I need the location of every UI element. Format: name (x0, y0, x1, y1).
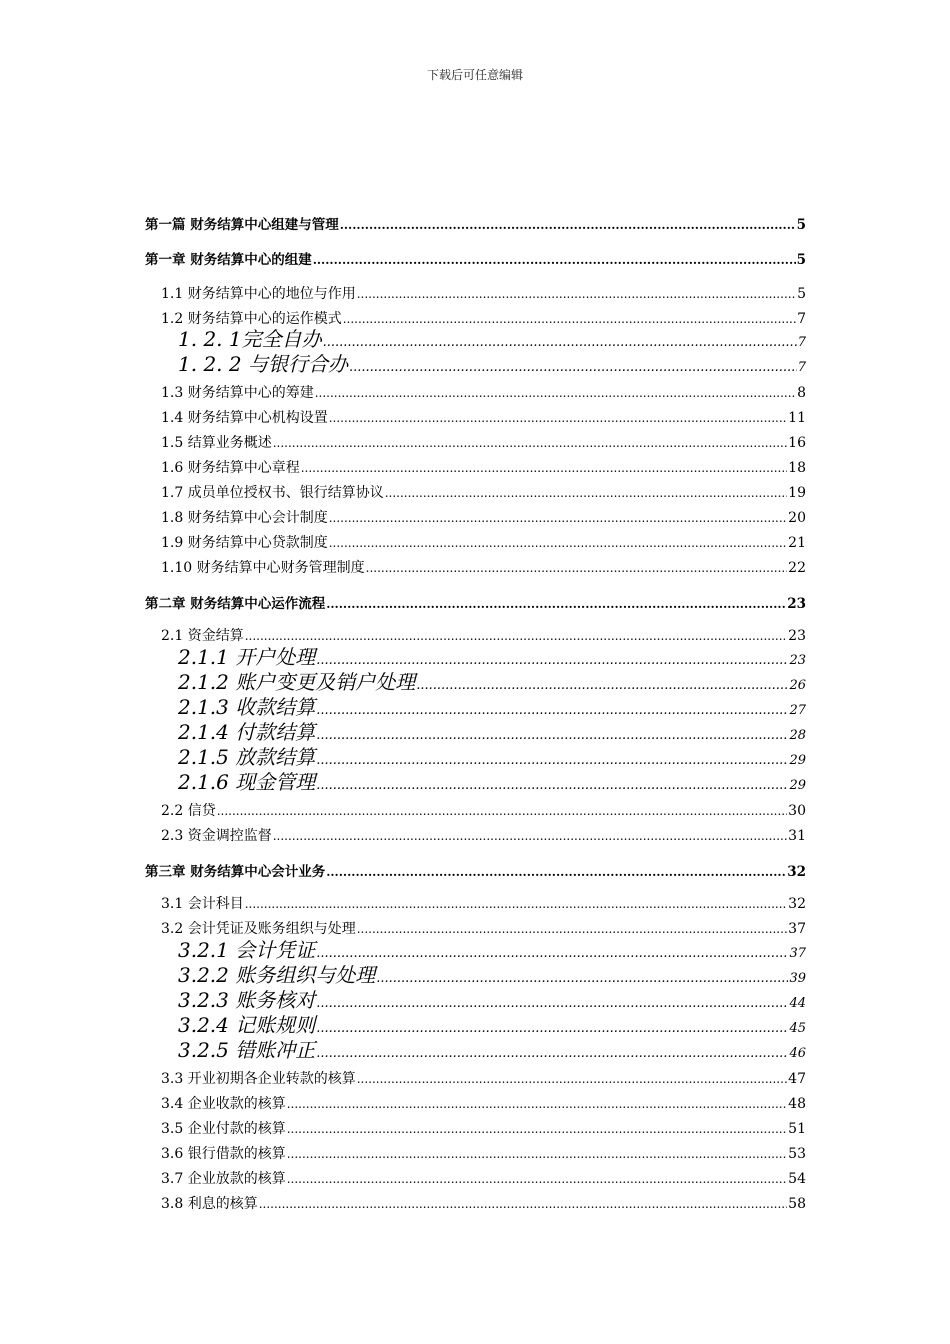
toc-entry[interactable] (178, 1040, 806, 1060)
toc-entry-title: 第一章 财务结算中心的组建 (145, 252, 312, 268)
toc-entry[interactable] (178, 722, 806, 742)
toc-entry-title: 3.1 会计科目 (161, 896, 244, 912)
toc-entry-title: 1.2 财务结算中心的运作模式 (161, 311, 342, 327)
toc-leader-dots (316, 947, 788, 960)
toc-entry-title: 3.2.3 账务核对 (178, 988, 316, 1012)
toc-entry-title: 2.1 资金结算 (161, 628, 244, 644)
toc-entry[interactable] (178, 990, 806, 1010)
toc-page-number: 27 (789, 703, 806, 718)
toc-entry-title: 1.4 财务结算中心机构设置 (161, 410, 328, 426)
toc-page-number: 23 (787, 596, 806, 612)
toc-leader-dots (259, 1197, 787, 1211)
toc-entry-title: 2.1.3 收款结算 (178, 695, 316, 719)
toc-page-number: 44 (789, 996, 806, 1011)
toc-leader-dots (316, 704, 788, 717)
toc-page-number: 37 (789, 946, 806, 961)
toc-entry-title: 3.8 利息的核算 (161, 1196, 258, 1212)
toc-entry-title: 第一篇 财务结算中心组建与管理 (145, 217, 339, 233)
toc-entry[interactable] (145, 860, 806, 880)
toc-leader-dots (329, 511, 787, 525)
toc-entry[interactable] (161, 918, 806, 938)
toc-entry[interactable] (178, 329, 806, 349)
toc-entry[interactable] (178, 747, 806, 767)
toc-leader-dots (313, 253, 796, 267)
toc-page-number: 18 (788, 460, 806, 476)
toc-entry-title: 1.3 财务结算中心的筹建 (161, 385, 314, 401)
toc-page-number: 53 (788, 1146, 806, 1162)
toc-page-number: 5 (797, 286, 806, 302)
toc-page-number: 20 (788, 510, 806, 526)
toc-entry[interactable] (145, 592, 806, 612)
toc-entry-title: 1.6 财务结算中心章程 (161, 460, 300, 476)
toc-leader-dots (315, 386, 796, 400)
toc-entry-title: 第二章 财务结算中心运作流程 (145, 596, 326, 612)
toc-leader-dots (245, 897, 787, 911)
toc-leader-dots (385, 486, 787, 500)
toc-leader-dots (376, 972, 788, 985)
toc-entry-title: 2.2 信贷 (161, 803, 216, 819)
toc-leader-dots (326, 865, 786, 879)
toc-page-number: 46 (789, 1046, 806, 1061)
toc-page-number: 22 (788, 560, 806, 576)
toc-entry-title: 2.1.6 现金管理 (178, 770, 316, 794)
toc-entry-title: 3.2.5 错账冲正 (178, 1038, 316, 1062)
toc-entry[interactable] (161, 482, 806, 502)
toc-entry[interactable] (145, 248, 806, 268)
toc-leader-dots (316, 654, 788, 667)
toc-leader-dots (316, 1047, 788, 1060)
toc-entry-title: 1.7 成员单位授权书、银行结算协议 (161, 485, 384, 501)
toc-entry-title: 1.5 结算业务概述 (161, 435, 272, 451)
toc-page-number: 48 (788, 1096, 806, 1112)
toc-entry[interactable] (178, 940, 806, 960)
toc-entry[interactable] (178, 647, 806, 667)
toc-entry-title: 1. 2. 1完全自办 (178, 327, 322, 351)
toc-leader-dots (316, 754, 788, 767)
toc-page-number: 21 (788, 535, 806, 551)
toc-entry-title: 2.3 资金调控监督 (161, 828, 272, 844)
toc-page-number: 23 (789, 653, 806, 668)
toc-leader-dots (329, 411, 787, 425)
toc-entry-title: 3.4 企业收款的核算 (161, 1096, 286, 1112)
toc-entry[interactable] (161, 557, 806, 577)
toc-leader-dots (287, 1147, 787, 1161)
toc-entry[interactable] (178, 1015, 806, 1035)
toc-page-number: 16 (788, 435, 806, 451)
toc-leader-dots (217, 804, 787, 818)
toc-page-number: 47 (788, 1071, 806, 1087)
toc-entry[interactable] (161, 1143, 806, 1163)
toc-entry-title: 3.3 开业初期各企业转款的核算 (161, 1071, 356, 1087)
toc-entry-title: 3.5 企业付款的核算 (161, 1121, 286, 1137)
toc-leader-dots (357, 1072, 787, 1086)
toc-entry-title: 3.2.2 账务组织与处理 (178, 963, 376, 987)
toc-page-number: 7 (797, 335, 806, 350)
toc-leader-dots (326, 597, 786, 611)
toc-entry[interactable] (161, 532, 806, 552)
toc-leader-dots (273, 829, 787, 843)
toc-entry[interactable] (161, 800, 806, 820)
toc-entry[interactable] (178, 354, 806, 374)
toc-entry[interactable] (178, 772, 806, 792)
toc-entry[interactable] (161, 825, 806, 845)
toc-leader-dots (316, 1022, 788, 1035)
toc-entry-title: 1.8 财务结算中心会计制度 (161, 510, 328, 526)
toc-page-number: 5 (796, 252, 806, 268)
toc-entry[interactable] (161, 283, 806, 303)
toc-page-number: 29 (789, 753, 806, 768)
toc-page-number: 29 (789, 778, 806, 793)
toc-entry-title: 1.10 财务结算中心财务管理制度 (161, 560, 365, 576)
toc-entry-title: 3.2.1 会计凭证 (178, 938, 316, 962)
toc-leader-dots (343, 312, 796, 326)
toc-page-number: 11 (788, 410, 806, 426)
toc-page-number: 51 (788, 1121, 806, 1137)
toc-entry-title: 3.6 银行借款的核算 (161, 1146, 286, 1162)
toc-entry[interactable] (161, 308, 806, 328)
toc-entry[interactable] (178, 965, 806, 985)
toc-page-number: 8 (797, 385, 806, 401)
toc-entry[interactable] (161, 1068, 806, 1088)
toc-leader-dots (329, 536, 787, 550)
toc-leader-dots (416, 679, 788, 692)
toc-leader-dots (316, 729, 788, 742)
page-header: 下载后可任意编辑 (426, 68, 523, 82)
toc-leader-dots (349, 361, 797, 374)
toc-page-number: 19 (788, 485, 806, 501)
toc-entry[interactable] (161, 1193, 806, 1213)
toc-entry-title: 2.1.4 付款结算 (178, 720, 316, 744)
toc-page-number: 7 (797, 311, 806, 327)
toc-leader-dots (287, 1172, 787, 1186)
toc-leader-dots (301, 461, 787, 475)
toc-entry[interactable] (161, 625, 806, 645)
toc-page-number: 32 (787, 864, 806, 880)
toc-entry[interactable] (161, 893, 806, 913)
toc-entry[interactable] (145, 213, 806, 233)
toc-entry[interactable] (161, 382, 806, 402)
toc-page-number: 58 (788, 1196, 806, 1212)
toc-entry-title: 3.7 企业放款的核算 (161, 1171, 286, 1187)
toc-leader-dots (357, 922, 787, 936)
toc-page-number: 26 (789, 678, 806, 693)
toc-leader-dots (316, 997, 788, 1010)
toc-entry-title: 3.2.4 记账规则 (178, 1013, 316, 1037)
toc-entry[interactable] (161, 1168, 806, 1188)
toc-page-number: 45 (789, 1021, 806, 1036)
toc-page-number: 23 (788, 628, 806, 644)
toc-entry[interactable] (161, 407, 806, 427)
toc-entry-title: 2.1.2 账户变更及销户处理 (178, 670, 416, 694)
toc-page-number: 30 (788, 803, 806, 819)
toc-entry[interactable] (161, 457, 806, 477)
toc-leader-dots (366, 561, 788, 575)
toc-leader-dots (340, 218, 796, 232)
toc-entry[interactable] (161, 1118, 806, 1138)
toc-entry-title: 2.1.1 开户处理 (178, 645, 316, 669)
toc-page-number: 39 (789, 971, 806, 986)
toc-page-number: 7 (797, 360, 806, 375)
toc-entry[interactable] (161, 507, 806, 527)
toc-entry-title: 1.1 财务结算中心的地位与作用 (161, 286, 356, 302)
toc-entry-title: 1. 2. 2 与银行合办 (178, 352, 348, 376)
toc-page-number: 54 (788, 1171, 806, 1187)
toc-page-number: 37 (788, 921, 806, 937)
toc-page-number: 5 (796, 217, 806, 233)
toc-entry[interactable] (178, 697, 806, 717)
toc-entry-title: 3.2 会计凭证及账务组织与处理 (161, 921, 356, 937)
toc-entry-title: 2.1.5 放款结算 (178, 745, 316, 769)
toc-leader-dots (323, 336, 797, 349)
toc-entry-title: 1.9 财务结算中心贷款制度 (161, 535, 328, 551)
toc-entry-title: 第三章 财务结算中心会计业务 (145, 864, 326, 880)
toc-entry[interactable] (161, 432, 806, 452)
toc-leader-dots (273, 436, 787, 450)
toc-page-number: 28 (789, 728, 806, 743)
toc-leader-dots (357, 287, 796, 301)
toc-entry[interactable] (161, 1093, 806, 1113)
toc-leader-dots (245, 629, 787, 643)
toc-page-number: 31 (788, 828, 806, 844)
toc-leader-dots (316, 779, 788, 792)
toc-leader-dots (287, 1122, 787, 1136)
toc-page-number: 32 (788, 896, 806, 912)
toc-leader-dots (287, 1097, 787, 1111)
toc-entry[interactable] (178, 672, 806, 692)
